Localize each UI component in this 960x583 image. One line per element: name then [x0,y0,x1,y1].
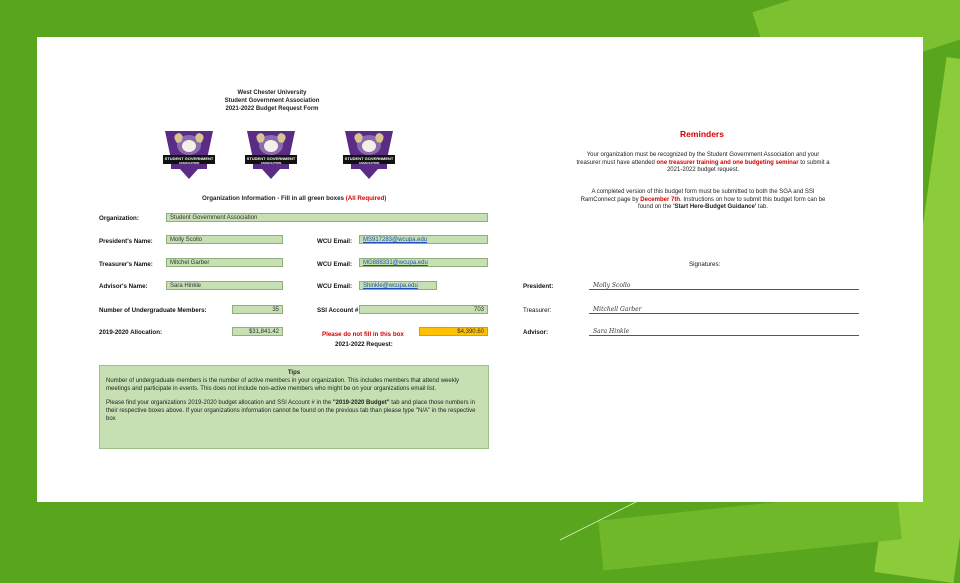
signature-president-line[interactable]: Molly Scollo [589,281,859,290]
reminder-2-text-a: A completed version of this budget form must be submitted to both the SGA and SSI RamConnect page by [580,189,815,203]
signature-treasurer-label: Treasurer: [523,307,552,314]
signature-president-label: President: [523,283,554,290]
tips-paragraph-2 [106,399,482,423]
logo-1-text [161,156,217,166]
logo-3-text-bottom: ASSOCIATION [358,161,380,165]
reminder-1-text-a: Your organization must be recognized by the Student Government Association and your treasurer must have attended [576,152,820,166]
ssi-account-label: SSI Account # [317,307,359,314]
advisor-email-field[interactable]: Shinkle@wcupa.edu [359,281,437,290]
president-email-label: WCU Email: [317,238,353,245]
organization-label: Organization: [99,215,139,222]
ssi-account-field[interactable]: 703 [359,305,488,314]
organization-field[interactable]: Student Government Association [166,213,488,222]
advisor-email-label: WCU Email: [317,283,353,290]
signature-treasurer-line[interactable]: Mitchell Garber [589,305,859,314]
reminder-2-deadline: December 7th [640,196,680,203]
logo-2-text [243,156,299,166]
allocation-label: 2019-2020 Allocation: [99,329,163,336]
sga-ram-logo [161,129,217,181]
advisor-name-field[interactable]: Sara Hinkle [166,281,283,290]
advisor-name-label: Advisor's Name: [99,283,148,290]
logo-2-text-bottom: ASSOCIATION [260,161,282,165]
bg-thin-line [560,495,660,545]
header-association: Student Government Association [224,98,320,104]
request-field: $4,390.60 [419,327,488,336]
president-name-label: President's Name: [99,238,153,245]
header-form-title: 2021-2022 Budget Request Form [225,106,319,112]
header-university: West Chester University [237,90,307,96]
reminder-recognition [575,152,831,175]
treasurer-name-field[interactable]: Mitchel Garber [166,258,283,267]
org-info-required: (All Required) [345,195,387,202]
do-not-fill-note: Please do not fill in this box [322,331,404,338]
treasurer-email-field[interactable]: MG888331@wcupa.edu [359,258,488,267]
signature-advisor-label: Advisor: [523,329,549,336]
logo-1-text-bottom: ASSOCIATION [178,161,200,165]
signature-advisor-line[interactable]: Sara Hinkle [589,327,859,336]
tips-paragraph-1: Number of undergraduate members is the number of active members in your organization. This includes members that attend weekly meetings and participate in events. This does not include non-active members who might be on your organizations email list. [106,378,460,392]
reminder-2-tab-name: 'Start Here-Budget Guidance' [673,204,757,211]
president-name-field[interactable]: Molly Scollo [166,235,283,244]
reminder-2-text-c: tab. [756,204,768,211]
tips-2-text-a: Please find your organizations 2019-2020 budget allocation and SSI Account # in the [106,400,333,406]
tips-2-text-b: tab and place those numbers in their respective boxes above. If your organizations information cannot be found on the previous tab than please type "N/A" in the respective box [106,400,476,422]
org-info-title [202,195,386,202]
logo-3-text-top: STUDENT GOVERNMENT [344,156,394,161]
org-info-title-text: Organization Information - Fill in all green boxes [202,195,344,202]
document-slide [37,37,923,502]
reminder-submission [575,189,831,212]
sga-ram-logo [243,129,299,181]
tips-box [99,365,489,449]
reminders-title: Reminders [680,129,724,139]
logo-1-text-top: STUDENT GOVERNMENT [164,156,214,161]
members-field[interactable]: 35 [232,305,283,314]
reminder-2-text-b: . Instructions on how to submit this budget form can be found on the [638,196,826,211]
president-email-field[interactable]: MS917283@wcupa.edu [359,235,488,244]
logo-3-text [341,156,397,166]
tips-title: Tips [287,370,301,376]
request-label: 2021-2022 Request: [335,341,393,348]
members-label: Number of Undergraduate Members: [99,307,207,314]
form-header [187,89,357,113]
treasurer-name-label: Treasurer's Name: [99,261,153,268]
treasurer-email-label: WCU Email: [317,261,353,268]
reminder-1-red: one treasurer training and one budgeting seminar [656,159,799,166]
signatures-title: Signatures: [689,261,721,268]
allocation-field[interactable]: $31,841.42 [232,327,283,336]
sga-ram-logo [341,129,397,181]
logo-2-text-top: STUDENT GOVERNMENT [246,156,296,161]
tips-2-tab-name: "2019-2020 Budget" [332,400,390,406]
reminder-1-text-b: to submit a 2021-2022 budget request. [666,159,830,174]
